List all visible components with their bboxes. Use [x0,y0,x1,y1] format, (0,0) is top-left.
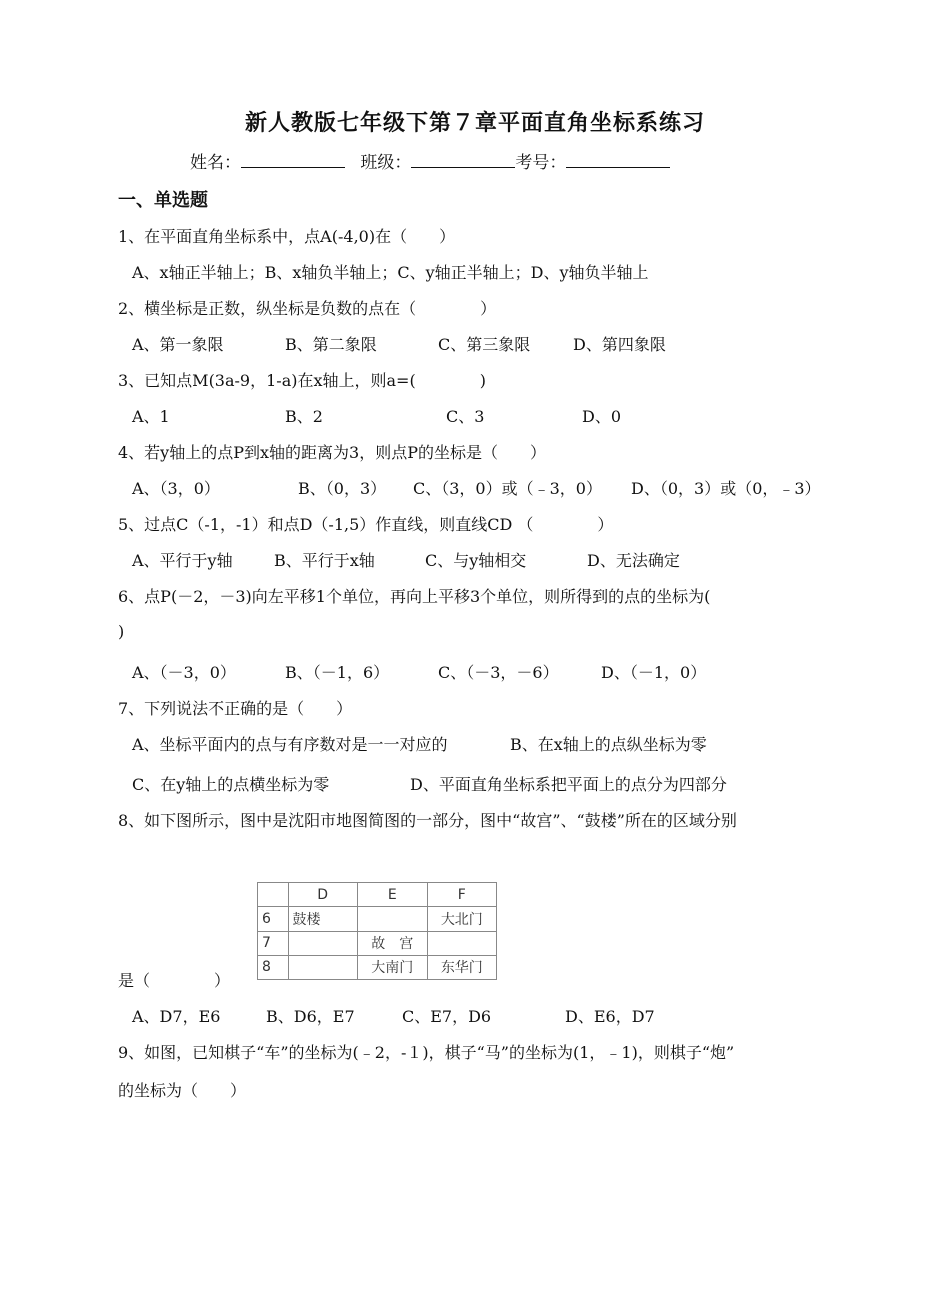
question-7-stem: 7、下列说法不正确的是（ ） [118,699,353,718]
question-4-option-b: B、（0，3） [298,479,387,498]
map-header-row [258,883,497,907]
question-3-option-b: B、2 [285,407,323,426]
map-row-label: 7 [258,931,289,955]
question-7-option-d: D、平面直角坐标系把平面上的点分为四部分 [410,775,727,794]
question-8-option-a: A、D7，E6 [132,1007,221,1026]
name-label: 姓名： [190,153,241,173]
question-8-stem-end: 是（ ） [118,971,231,990]
question-5-option-b: B、平行于x轴 [274,551,375,570]
question-6-option-c: C、（－3，－6） [438,663,559,682]
question-9-stem: 9、如图，已知棋子“车”的坐标为(﹣2，-１)，棋子“马”的坐标为(1，﹣1)，则棋子“炮” [118,1043,735,1062]
question-8-stem: 8、如下图所示，图中是沈阳市地图简图的一部分，图中“故宫”、“鼓楼”所在的区域分别 [118,811,737,830]
question-3-option-a: A、1 [132,407,170,426]
question-3-option-c: C、3 [446,407,485,426]
question-8-option-d: D、E6，D7 [565,1007,655,1026]
question-6-option-d: D、（－1，0） [601,663,707,682]
map-row-7 [258,931,497,955]
name-blank [241,151,345,168]
question-9-stem-end: 的坐标为（ ） [118,1081,247,1100]
question-4-option-d: D、（0，3）或（0，﹣3） [631,479,821,498]
map-cell [427,931,496,955]
question-2-option-c: C、第三象限 [438,335,531,354]
map-header-e: E [357,883,427,907]
shenyang-map-grid [257,882,497,980]
exam-no-blank [566,151,670,168]
question-6-stem-end: ) [118,622,125,641]
map-row-label: 6 [258,907,289,931]
question-1-options: A、x轴正半轴上；B、x轴负半轴上；C、y轴正半轴上；D、y轴负半轴上 [132,263,649,282]
question-5-option-d: D、无法确定 [587,551,680,570]
exam-no-label: 考号： [515,153,567,173]
section-heading: 一、单选题 [118,190,208,211]
question-7-option-a: A、坐标平面内的点与有序数对是一一对应的 [132,735,448,754]
page-title: 新人教版七年级下第７章平面直角坐标系练习 [244,110,705,136]
question-8-option-c: C、E7，D6 [402,1007,492,1026]
question-8-option-b: B、D6，E7 [266,1007,355,1026]
question-5-option-a: A、平行于y轴 [132,551,233,570]
map-cell [357,907,427,931]
map-cell: 东华门 [427,955,496,979]
question-6-stem: 6、点P(－2，－3)向左平移1个单位，再向上平移3个单位，则所得到的点的坐标为( [118,587,711,606]
student-info-line [190,148,670,173]
map-row-8 [258,955,497,979]
map-header-corner [258,883,289,907]
map-table [257,882,497,980]
question-5-option-c: C、与y轴相交 [425,551,527,570]
question-3-stem: 3、已知点M(3a-9，1-a)在x轴上，则a=( ) [118,371,486,390]
map-cell [288,931,357,955]
map-row-label: 8 [258,955,289,979]
map-row-6 [258,907,497,931]
question-2-stem: 2、横坐标是正数，纵坐标是负数的点在（ ） [118,299,497,318]
map-header-f: F [427,883,496,907]
question-1-stem: 1、在平面直角坐标系中，点A(-4,0)在（ ） [118,227,456,246]
question-7-option-c: C、在y轴上的点横坐标为零 [132,775,330,794]
question-2-option-a: A、第一象限 [132,335,224,354]
map-cell: 鼓楼 [288,907,357,931]
map-cell [288,955,357,979]
map-cell: 大北门 [427,907,496,931]
question-2-option-d: D、第四象限 [573,335,666,354]
question-7-option-b: B、在x轴上的点纵坐标为零 [510,735,707,754]
question-3-option-d: D、0 [582,407,622,426]
class-label: 班级： [360,153,412,173]
question-2-option-b: B、第二象限 [285,335,377,354]
question-4-option-c: C、（3，0）或（﹣3，0） [413,479,602,498]
question-5-stem: 5、过点C（-1，-1）和点D（-1,5）作直线，则直线CD （ ） [118,515,614,534]
class-blank [411,151,515,168]
question-6-option-b: B、（－1，6） [285,663,390,682]
question-4-option-a: A、（3，0） [132,479,220,498]
question-4-stem: 4、若y轴上的点P到x轴的距离为3，则点P的坐标是（ ） [118,443,546,462]
map-cell: 大南门 [357,955,427,979]
map-cell: 故 宫 [357,931,427,955]
question-6-option-a: A、（－3，0） [132,663,236,682]
map-header-d: D [288,883,357,907]
